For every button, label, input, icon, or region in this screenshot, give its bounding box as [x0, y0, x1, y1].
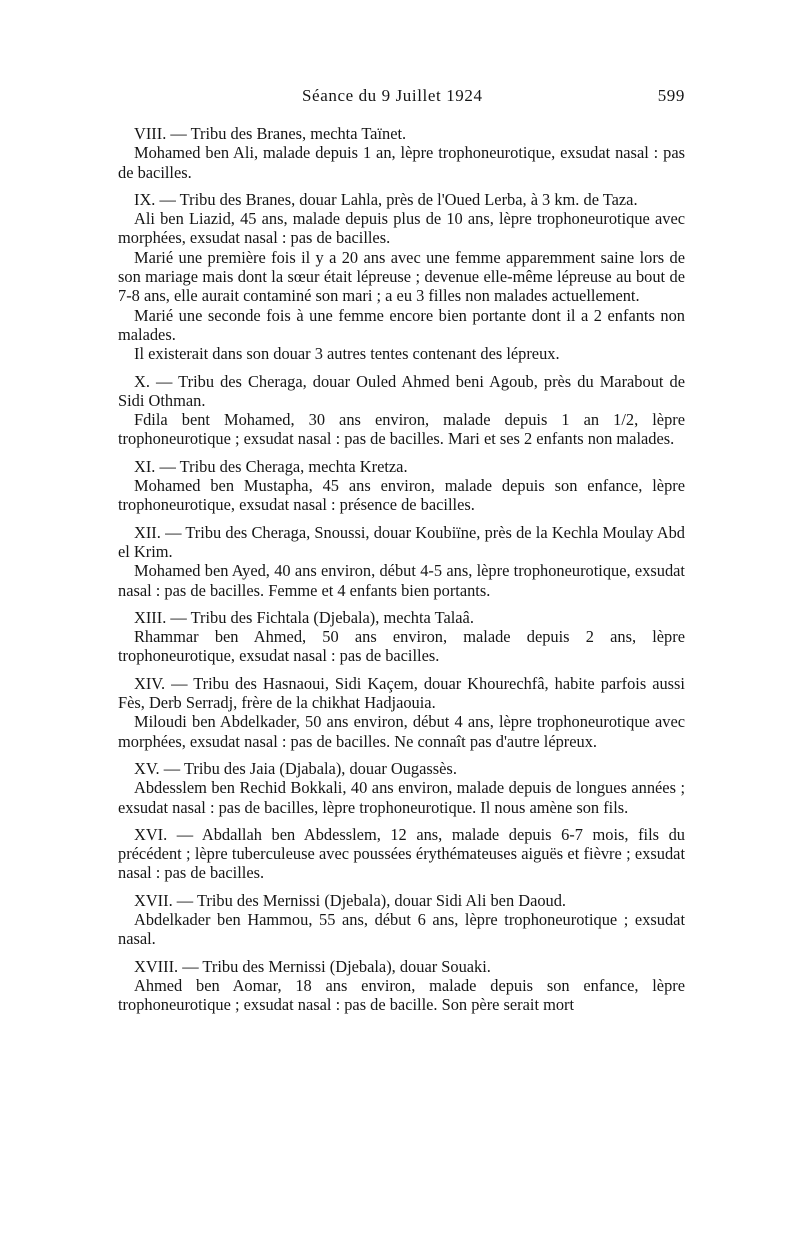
body-paragraph: Abdesslem ben Rechid Bokkali, 40 ans environ, malade depuis de longues années ; exsudat nasal : pas de bacilles, lèpre trophoneurotique. Il nous amène son fils. [118, 778, 685, 817]
body-paragraph: Abdelkader ben Hammou, 55 ans, début 6 ans, lèpre trophoneurotique ; exsudat nasal. [118, 909, 685, 949]
section-heading-paragraph: XVIII. — Tribu des Mernissi (Djebala), douar Souaki. [134, 956, 491, 976]
body-paragraph: Il existerait dans son douar 3 autres tentes contenant des lépreux. [134, 344, 560, 364]
body-paragraph: Mohamed ben Mustapha, 45 ans environ, malade depuis son enfance, lèpre trophoneurotique, exsudat nasal : présence de bacilles. [118, 476, 685, 515]
body-paragraph: Miloudi ben Abdelkader, 50 ans environ, début 4 ans, lèpre trophoneurotique avec morphées, exsudat nasal : pas de bacilles. Ne connaît pas d'autre lépreux. [118, 712, 685, 751]
body-paragraph: Rhammar ben Ahmed, 50 ans environ, malade depuis 2 ans, lèpre trophoneurotique, exsudat nasal : pas de bacilles. [118, 627, 685, 666]
body-paragraph: Mohamed ben Ayed, 40 ans environ, début 4-5 ans, lèpre trophoneurotique, exsudat nasal : pas de bacilles. Femme et 4 enfants bien portants. [118, 561, 685, 600]
page-number: 599 [657, 86, 685, 105]
body-paragraph: Mohamed ben Ali, malade depuis 1 an, lèpre trophoneurotique, exsudat nasal : pas de bacilles. [118, 143, 685, 182]
section-heading-paragraph: VIII. — Tribu des Branes, mechta Taïnet. [134, 124, 407, 143]
section-heading-paragraph: XIII. — Tribu des Fichtala (Djebala), mechta Talaâ. [134, 607, 474, 627]
section-heading-paragraph: IX. — Tribu des Branes, douar Lahla, près de l'Oued Lerba, à 3 km. de Taza. [134, 189, 638, 209]
body-paragraph: Ahmed ben Aomar, 18 ans environ, malade depuis son enfance, lèpre trophoneurotique ; exsudat nasal : pas de bacille. Son père serait mort [118, 975, 685, 1015]
page-header [118, 86, 685, 112]
body-paragraph: Fdila bent Mohamed, 30 ans environ, malade depuis 1 an 1/2, lèpre trophoneurotique ; exsudat nasal : pas de bacilles. Mari et ses 2 enfants non malades. [118, 410, 685, 449]
body-paragraph: Ali ben Liazid, 45 ans, malade depuis plus de 10 ans, lèpre trophoneurotique avec morphées, exsudat nasal : pas de bacilles. [118, 209, 685, 248]
page-body [118, 124, 685, 1014]
running-title: Séance du 9 Juillet 1924 [302, 86, 483, 105]
body-paragraph: Marié une seconde fois à une femme encore bien portante dont il a 2 enfants non malades. [118, 305, 685, 344]
section-heading-paragraph: XVII. — Tribu des Mernissi (Djebala), douar Sidi Ali ben Daoud. [134, 890, 567, 910]
section-heading-paragraph: X. — Tribu des Cheraga, douar Ouled Ahmed beni Agoub, près du Marabout de Sidi Othman. [118, 371, 685, 410]
section-heading-paragraph: XV. — Tribu des Jaia (Djabala), douar Ougassès. [134, 758, 457, 778]
section-heading-paragraph: XVI. — Abdallah ben Abdesslem, 12 ans, malade depuis 6-7 mois, fils du précédent ; lèpre tuberculeuse avec poussées érythémateuses aiguës et fièvre ; exsudat nasal : pas de bacilles. [118, 824, 685, 883]
section-heading-paragraph: XII. — Tribu des Cheraga, Snoussi, douar Koubiïne, près de la Kechla Moulay Abd el Krim. [118, 522, 685, 561]
section-heading-paragraph: XIV. — Tribu des Hasnaoui, Sidi Kaçem, douar Khourechfâ, habite parfois aussi Fès, Derb Serradj, frère de la chikhat Hadjaouia. [118, 673, 685, 713]
section-heading-paragraph: XI. — Tribu des Cheraga, mechta Kretza. [134, 456, 408, 476]
body-paragraph: Marié une première fois il y a 20 ans avec une femme apparemment saine lors de son mariage mais dont la sœur était lépreuse ; devenue elle-même lépreuse au bout de 7-8 ans, elle aurait contaminé son mari ; a eu 3 filles non malades actuellement. [118, 247, 685, 306]
